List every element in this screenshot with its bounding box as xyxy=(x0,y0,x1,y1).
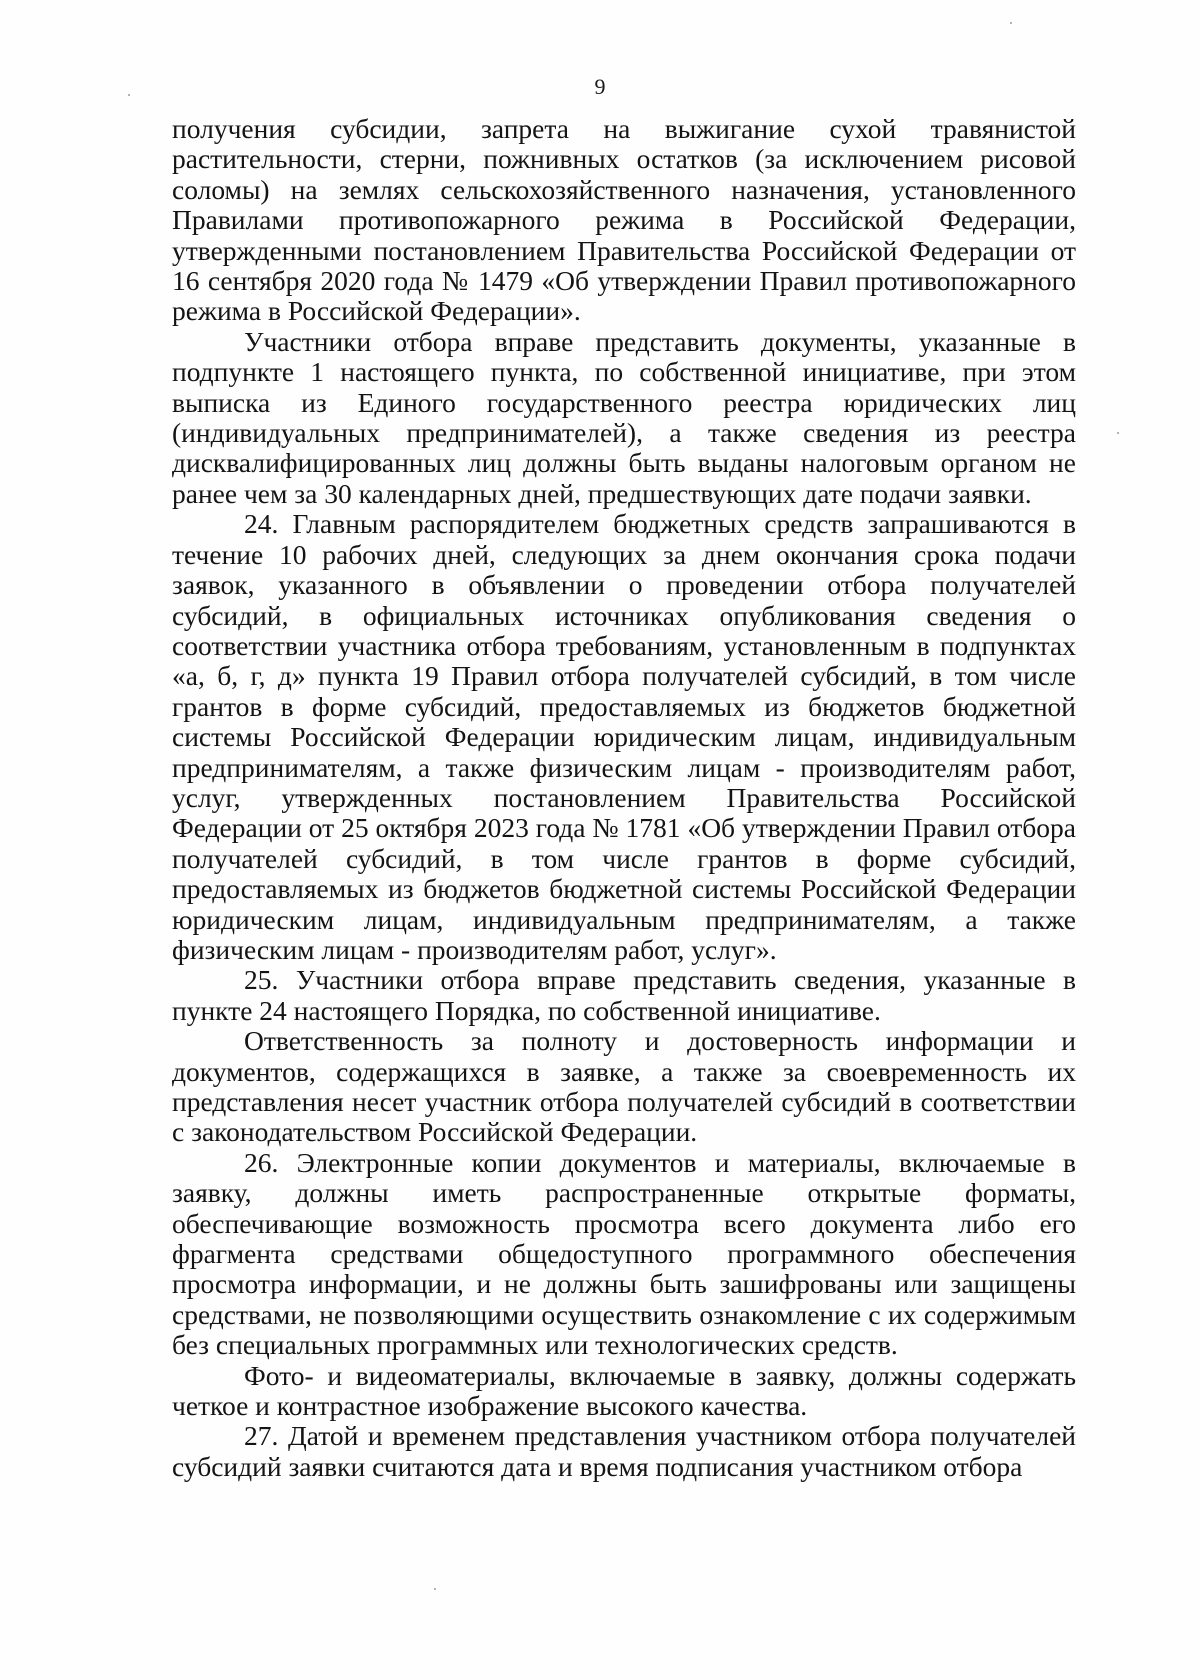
paragraph-continuation: получения субсидии, запрета на выжигание сухой травянистой растительности, стерни, пожнивных остатков (за исключением рисовой соломы) на землях сельскохозяйственного назначения, установленного Правилами противопожарного режима в Российской Федерации, утвержденными постановлением Правительства Российской Федерации от 16 сентября 2020 года № 1479 «Об утверждении Правил противопожарного режима в Российской Федерации». xyxy=(172,113,1076,327)
paragraph-photo-video: Фото- и видеоматериалы, включаемые в заявку, должны содержать четкое и контрастное изображение высокого качества. xyxy=(172,1359,1076,1422)
paragraph-responsibility: Ответственность за полноту и достоверность информации и документов, содержащихся в заявке, а также за своевременность их представления несет участник отбора получателей субсидий в соответствии с законодательством Российской Федерации. xyxy=(172,1025,1076,1148)
page-number: 9 xyxy=(594,74,606,99)
document-body xyxy=(172,114,1076,1482)
scan-speck xyxy=(1010,22,1012,24)
scan-speck xyxy=(434,1588,436,1590)
paragraph-item-27: 27. Датой и временем представления участником отбора получателей субсидий заявки считаются дата и время подписания участником отбора xyxy=(172,1420,1076,1482)
scan-speck xyxy=(1117,432,1119,434)
paragraph-item-26: 26. Электронные копии документов и материалы, включаемые в заявку, должны иметь распространенные открытые форматы, обеспечивающие возможность просмотра всего документа либо его фрагмента средствами общедоступного программного обеспечения просмотра информации, и не должны быть зашифрованы или защищены средствами, не позволяющими осуществить ознакомление с их содержимым без специальных программных или технологических средств. xyxy=(172,1146,1076,1361)
paragraph-item-25: 25. Участники отбора вправе представить сведения, указанные в пункте 24 настоящего Порядка, по собственной инициативе. xyxy=(172,964,1076,1026)
paragraph-item-24: 24. Главным распорядителем бюджетных средств запрашиваются в течение 10 рабочих дней, следующих за днем окончания срока подачи заявок, указанного в объявлении о проведении отбора получателей субсидий, в официальных источниках опубликования сведения о соответствии участника отбора требованиям, установленным в подпунктах «а, б, г, д» пункта 19 Правил отбора получателей субсидий, в том числе грантов в форме субсидий, предоставляемых из бюджетов бюджетной системы Российской Федерации юридическим лицам, индивидуальным предпринимателям, а также физическим лицам - производителям работ, услуг, утвержденных постановлением Правительства Российской Федерации от 25 октября 2023 года № 1781 «Об утверждении Правил отбора получателей субсидий, в том числе грантов в форме субсидий, предоставляемых из бюджетов бюджетной системы Российской Федерации юридическим лицам, индивидуальным предпринимателям, а также физическим лицам - производителям работ, услуг». xyxy=(172,508,1076,965)
paragraph-participants-documents: Участники отбора вправе представить документы, указанные в подпункте 1 настоящего пункта, по собственной инициативе, при этом выписка из Единого государственного реестра юридических лиц (индивидуальных предпринимателей), а также сведения из реестра дисквалифицированных лиц должны быть выданы налоговым органом не ранее чем за 30 календарных дней, предшествующих дате подачи заявки. xyxy=(172,325,1076,509)
